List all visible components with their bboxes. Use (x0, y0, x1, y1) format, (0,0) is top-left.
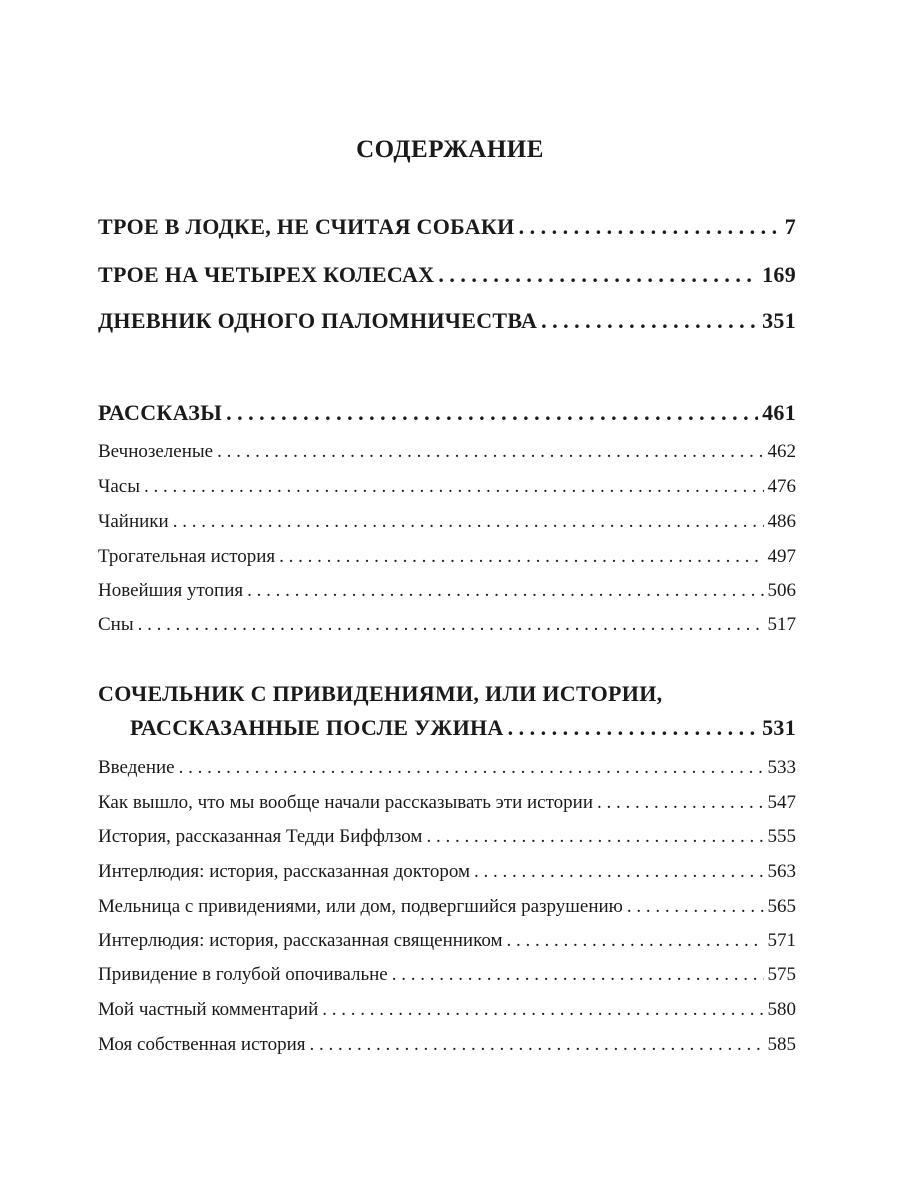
toc-entry-title: ДНЕВНИК ОДНОГО ПАЛОМНИЧЕСТВА (98, 308, 538, 333)
dot-leader (541, 308, 758, 334)
toc-subentry-title: Интерлюдия: история, рассказанная доктором (98, 861, 470, 882)
toc-entry-page: 169 (762, 262, 796, 287)
toc-subentry-page: 580 (767, 999, 796, 1020)
toc-subentry-title: Моя собственная история (98, 1034, 306, 1055)
dot-leader (247, 580, 763, 602)
toc-subentry (98, 999, 796, 1021)
dot-leader (144, 476, 764, 498)
dot-leader (597, 792, 764, 814)
toc-entry (98, 214, 796, 240)
dot-leader (392, 964, 764, 986)
dot-leader (474, 861, 764, 883)
dot-leader (310, 1034, 764, 1056)
toc-subentry-title: Сны (98, 614, 134, 635)
toc-subentry-title: Вечнозеленые (98, 441, 214, 462)
toc-subentry-title: Как вышло, что мы вообще начали рассказывать эти истории (98, 792, 593, 813)
toc-subentry (98, 896, 796, 918)
toc-subentry-title: Мой частный комментарий (98, 999, 319, 1020)
dot-leader (438, 262, 758, 288)
toc-subentry-title: Мельница с привидениями, или дом, подвергшийся разрушению (98, 896, 623, 917)
dot-leader (426, 826, 763, 848)
dot-leader (173, 511, 764, 533)
toc-subentry-page: 571 (767, 930, 796, 951)
dot-leader (279, 546, 763, 568)
toc-subentry-title: Интерлюдия: история, рассказанная священником (98, 930, 503, 951)
toc-section-page: 531 (762, 715, 796, 740)
toc-subentry (98, 546, 796, 568)
dot-leader (322, 999, 763, 1021)
toc-subentry-title: Введение (98, 757, 175, 778)
toc-section-title: РАССКАЗЫ (98, 400, 223, 425)
toc-subentry (98, 930, 796, 952)
toc-subentry (98, 757, 796, 779)
toc-entry-page: 7 (784, 214, 796, 239)
toc-section-heading (130, 715, 796, 741)
dot-leader (627, 896, 764, 918)
toc-subentry (98, 511, 796, 533)
toc-entry (98, 262, 796, 288)
toc-subentry-page: 563 (767, 861, 796, 882)
toc-subentry-title: Привидение в голубой опочивальне (98, 964, 388, 985)
toc-subentry (98, 614, 796, 636)
toc-subentry-page: 565 (767, 896, 796, 917)
toc-subentry-page: 506 (767, 580, 796, 601)
toc-subentry (98, 964, 796, 986)
dot-leader (138, 614, 764, 636)
toc-subentry (98, 1034, 796, 1056)
dot-leader (507, 930, 764, 952)
toc-section-page: 461 (762, 400, 796, 425)
toc-section-title-line1: СОЧЕЛЬНИК С ПРИВИДЕНИЯМИ, ИЛИ ИСТОРИИ, (98, 681, 663, 706)
dot-leader (179, 757, 764, 779)
dot-leader (217, 441, 763, 463)
toc-subentry-title: Трогательная история (98, 546, 276, 567)
toc-subentry (98, 441, 796, 463)
toc-section-title-line2: РАССКАЗАННЫЕ ПОСЛЕ УЖИНА (130, 715, 504, 740)
page-title: СОДЕРЖАНИЕ (356, 136, 544, 163)
toc-subentry (98, 580, 796, 602)
toc-subentry-page: 533 (767, 757, 796, 778)
toc-subentry-page: 585 (767, 1034, 796, 1055)
toc-subentry (98, 861, 796, 883)
dot-leader (508, 715, 758, 741)
toc-subentry-page: 462 (767, 441, 796, 462)
toc-subentry-title: Чайники (98, 511, 169, 532)
toc-subentry-page: 517 (767, 614, 796, 635)
toc-subentry-title: Новейшия утопия (98, 580, 244, 601)
toc-section-heading (98, 400, 796, 426)
dot-leader (519, 214, 781, 240)
toc-subentry (98, 476, 796, 498)
toc-subentry (98, 792, 796, 814)
toc-subentry (98, 826, 796, 848)
dot-leader (226, 400, 758, 426)
toc-subentry-page: 555 (767, 826, 796, 847)
toc-subentry-page: 497 (767, 546, 796, 567)
toc-subentry-title: Часы (98, 476, 140, 497)
toc-entry-title: ТРОЕ НА ЧЕТЫРЕХ КОЛЕСАХ (98, 262, 435, 287)
toc-subentry-page: 486 (767, 511, 796, 532)
toc-subentry-title: История, рассказанная Тедди Биффлзом (98, 826, 423, 847)
toc-entry-title: ТРОЕ В ЛОДКЕ, НЕ СЧИТАЯ СОБАКИ (98, 214, 515, 239)
toc-subentry-page: 476 (767, 476, 796, 497)
toc-subentry-page: 547 (767, 792, 796, 813)
toc-entry (98, 308, 796, 334)
toc-entry-page: 351 (762, 308, 796, 333)
toc-subentry-page: 575 (767, 964, 796, 985)
